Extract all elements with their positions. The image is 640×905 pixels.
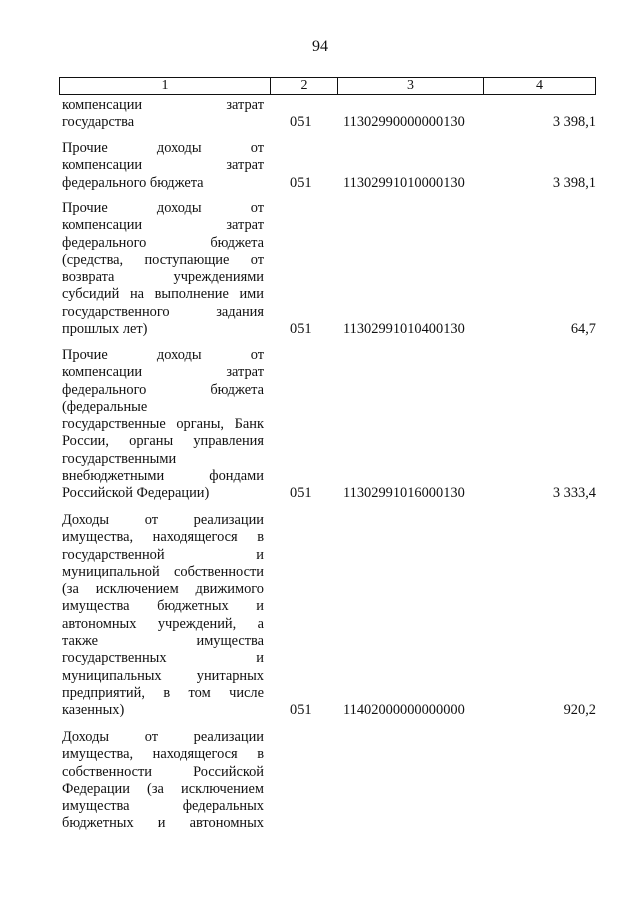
row-code: 051 <box>290 321 312 338</box>
row-code: 051 <box>290 174 312 191</box>
table-header <box>59 77 596 95</box>
table-row <box>62 97 596 132</box>
row-description: компенсации затрат государства <box>62 97 264 131</box>
row-description: Доходы от реализации имущества, находящегося в государственной и муниципальной собственности (за исключением движимого имущества бюджетных и автономных учреждений, а также имущества государственных и муниципальных унитарных предприятий, в том числе казенных) <box>62 512 264 719</box>
row-amount: 920,2 <box>563 702 596 719</box>
row-code: 051 <box>290 702 312 719</box>
header-col-3: 3 <box>337 78 483 94</box>
header-col-2: 2 <box>270 78 337 94</box>
row-amount: 3 333,4 <box>552 485 596 502</box>
row-description: Прочие доходы от компенсации затрат федерального бюджета (средства, поступающие от возврата учреждениями субсидий на выполнение ими государственного задания прошлых лет) <box>62 200 264 338</box>
row-description: Прочие доходы от компенсации затрат федерального бюджета (федеральные государственные органы, Банк России, органы управления государственными внебюджетными фондами Российской Федерации) <box>62 347 264 502</box>
row-kbk: 11402000000000000 <box>343 702 465 719</box>
row-amount: 3 398,1 <box>552 114 596 131</box>
table-row <box>62 347 596 503</box>
row-code: 051 <box>290 114 312 131</box>
row-description: Прочие доходы от компенсации затрат федерального бюджета <box>62 140 264 191</box>
row-description: Доходы от реализации имущества, находящегося в собственности Российской Федерации (за исключением имущества федеральных бюджетных и автономных <box>62 729 264 832</box>
table-row <box>62 729 596 833</box>
row-kbk: 11302991010000130 <box>343 174 465 191</box>
row-kbk: 11302991010400130 <box>343 321 465 338</box>
row-amount: 3 398,1 <box>552 174 596 191</box>
table-row <box>62 200 596 338</box>
row-kbk: 11302990000000130 <box>343 114 465 131</box>
row-code: 051 <box>290 485 312 502</box>
page-number: 94 <box>312 38 328 55</box>
header-col-1: 1 <box>161 78 169 93</box>
table-row <box>62 140 596 192</box>
row-kbk: 11302991016000130 <box>343 485 465 502</box>
table-row <box>62 512 596 720</box>
row-amount: 64,7 <box>570 321 596 338</box>
header-col-4: 4 <box>483 78 595 94</box>
